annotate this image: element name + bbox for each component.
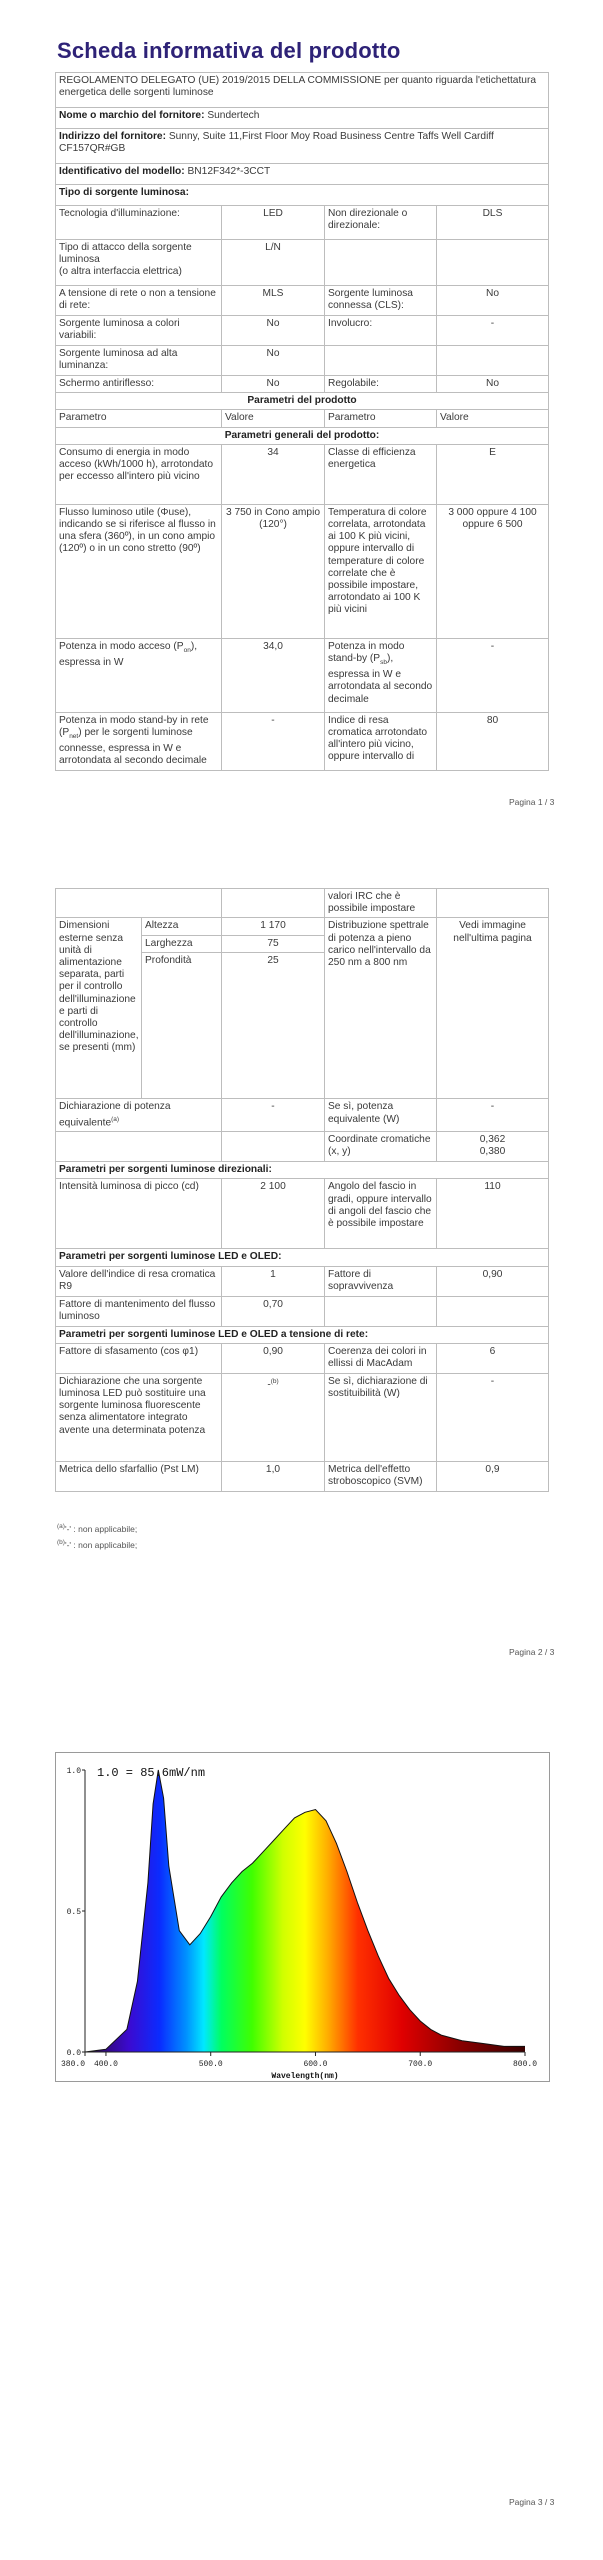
footnotes [57,1520,137,1552]
cell: Sorgente luminosa ad alta luminanza: [56,346,222,376]
cell [56,889,222,918]
cell: Potenza in modo acceso $(P_{on})$, espressa in W [56,638,222,712]
source-type-heading: Tipo di sorgente luminosa: [56,185,549,206]
cell: Sorgente luminosa connessa (CLS): [325,286,437,316]
chart-annotation: 1.0 = 85.6mW/nm [97,1766,206,1780]
x-tick-label: 800.0 [512,2060,538,2069]
y-tick-label: 0.5 [66,1908,81,1917]
cell: Se sì, potenza equivalente (W) [325,1099,437,1132]
x-axis-label: Wavelength(nm) [271,2072,339,2081]
cell: Schermo antiriflesso: [56,376,222,393]
supplier-address-label: Indirizzo del fornitore: [59,131,166,142]
model-id: BN12F342*-3CCT [187,166,271,177]
mains-heading: Parametri per sorgenti luminose LED e OLED a tensione di rete: [56,1326,549,1343]
dim-value: 75 [222,935,325,952]
cell: Potenza in modo stand-by in rete $(P_{net})$ per le sorgenti luminose connesse, espressa in W e arrotondata al secondo decimale [56,712,222,770]
cell: Tipo di attacco della sorgente luminosa (o altra interfaccia elettrica) [56,240,222,286]
y-tick-label: 1.0 [66,1767,81,1776]
x-tick-label: 500.0 [198,2060,223,2069]
page-number: Pagina 3 / 3 [509,2497,555,2507]
cell: Non direzionale o direzionale: [325,206,437,240]
model-row [56,164,549,185]
page-number: Pagina 2 / 3 [509,1647,555,1657]
cell: MLS [222,286,325,316]
cell: L/N [222,240,325,286]
cell: Tecnologia d'illuminazione: [56,206,222,240]
info-table-page1 [55,72,549,771]
cell: Coordinate cromatiche (x, y) [325,1132,437,1162]
cell: Indice di resa cromatica arrotondato all'intero più vicino, oppure intervallo di [325,712,437,770]
supplier-name: Sundertech [207,110,260,121]
cell: Classe di efficienza energetica [325,444,437,504]
dim-name: Altezza [142,918,222,935]
cell [325,1296,437,1326]
cell [437,889,549,918]
cell: 1,0 [222,1461,325,1491]
cell: 0,362 0,380 [437,1132,549,1162]
cell: 3 000 oppure 4 100 oppure 6 500 [437,504,549,638]
cell: No [437,376,549,393]
cell: Fattore di sfasamento (cos φ1) [56,1343,222,1373]
cell: Potenza in modo stand-by $(P_{sb})$, espressa in W e arrotondata al secondo decimale [325,638,437,712]
x-tick-label: 600.0 [303,2060,328,2069]
cell: 0,90 [222,1343,325,1373]
dim-name: Larghezza [142,935,222,952]
cell: 3 750 in Cono ampio (120°) [222,504,325,638]
spectrum-chart [55,1752,550,2082]
cell: Dichiarazione che una sorgente luminosa LED può sostituire una sorgente luminosa fluorescente senza alimentatore integrato avente una determinata potenza [56,1373,222,1461]
cell: Se sì, dichiarazione di sostituibilità (W) [325,1373,437,1461]
cell: Metrica dell'effetto stroboscopico (SVM) [325,1461,437,1491]
cell: 34,0 [222,638,325,712]
cell: Fattore di mantenimento del flusso luminoso [56,1296,222,1326]
spectrum-svg [55,1752,550,2082]
cell: - [437,316,549,346]
supplier-address: Sunny, Suite 11,First Floor Moy Road Business Centre Taffs Well Cardiff CF157QR#GB [59,131,494,155]
cell: Coerenza dei colori in ellissi di MacAdam [325,1343,437,1373]
cell: 110 [437,1179,549,1249]
cell: -$^{(b)}$ [222,1373,325,1461]
cell: LED [222,206,325,240]
col-header: Parametro [56,410,222,427]
cell [325,346,437,376]
footnote-b: $^{(b)}$'-' : non applicabile; [57,1538,138,1550]
cell: 0,90 [437,1266,549,1296]
dimensions-label: Dimensioni esterne senza unità di alimentazione separata, parti per il controllo dell'illuminazione e parti di controllo dell'illuminazione, se presenti (mm) [56,918,142,1099]
cell: Temperatura di colore correlata, arrotondata ai 100 K più vicini, oppure intervallo di temperature di colore correlate che è possibile impostare, arrotondato ai 100 K più vicini [325,504,437,638]
cell: Metrica dello sfarfallio (Pst LM) [56,1461,222,1491]
cell: E [437,444,549,504]
info-table-page2 [55,888,549,1492]
cell: - [437,1099,549,1132]
cell [222,1132,325,1162]
cell: Fattore di sopravvivenza [325,1266,437,1296]
cell: - [222,712,325,770]
cell: No [222,316,325,346]
cell: Sorgente luminosa a colori variabili: [56,316,222,346]
cell: No [437,286,549,316]
cell: A tensione di rete o non a tensione di rete: [56,286,222,316]
cell [56,1132,222,1162]
cell: 0,9 [437,1461,549,1491]
spectral-value: Vedi immagine nell'ultima pagina [437,918,549,1099]
supplier-name-label: Nome o marchio del fornitore: [59,110,205,121]
cell: 1 [222,1266,325,1296]
cell: Regolabile: [325,376,437,393]
model-label: Identificativo del modello: [59,166,185,177]
col-header: Valore [437,410,549,427]
cell: Flusso luminoso utile (Φuse), indicando se si riferisce al flusso in una sfera (360º), in un cono ampio (120º) o in un cono stretto (90º) [56,504,222,638]
supplier-name-row [56,108,549,129]
dim-value: 25 [222,952,325,1099]
cell: 0,70 [222,1296,325,1326]
cell: - [437,1373,549,1461]
cell [222,889,325,918]
cell: No [222,376,325,393]
cell [437,1296,549,1326]
cell: DLS [437,206,549,240]
cell: - [437,638,549,712]
supplier-address-row [56,129,549,164]
directional-heading: Parametri per sorgenti luminose direzionali: [56,1162,549,1179]
cell: Angolo del fascio in gradi, oppure intervallo di angoli del fascio che è possibile impostare [325,1179,437,1249]
cell: Valore dell'indice di resa cromatica R9 [56,1266,222,1296]
cell: No [222,346,325,376]
cell: 2 100 [222,1179,325,1249]
cell: Intensità luminosa di picco (cd) [56,1179,222,1249]
cell [437,346,549,376]
x-tick-label: 700.0 [408,2060,433,2069]
page-number: Pagina 1 / 3 [509,797,555,807]
cell: Involucro: [325,316,437,346]
cell: 6 [437,1343,549,1373]
cell: Dichiarazione di potenza equivalente$^{(a)}$ [56,1099,222,1132]
spectral-label: Distribuzione spettrale di potenza a pieno carico nell'intervallo da 250 nm a 800 nm [325,918,437,1099]
general-params-heading: Parametri generali del prodotto: [56,427,549,444]
y-tick-label: 0.0 [66,2049,81,2058]
col-header: Parametro [325,410,437,427]
cell: 34 [222,444,325,504]
footnote-a: $^{(a)}$'-' : non applicabile; [57,1523,138,1534]
cell: valori IRC che è possibile impostare [325,889,437,918]
cell [437,240,549,286]
dim-value: 1 170 [222,918,325,935]
led-heading: Parametri per sorgenti luminose LED e OLED: [56,1249,549,1266]
dim-name: Profondità [142,952,222,1099]
cell: Consumo di energia in modo acceso (kWh/1000 h), arrotondato per eccesso all'intero più vicino [56,444,222,504]
x-tick-label: 400.0 [93,2060,118,2069]
col-header: Valore [222,410,325,427]
cell [325,240,437,286]
cell: 80 [437,712,549,770]
product-params-heading: Parametri del prodotto [56,393,549,410]
x-tick-label: 380.0 [60,2060,85,2069]
page-title: Scheda informativa del prodotto [57,38,401,63]
cell: - [222,1099,325,1132]
regulation-text: REGOLAMENTO DELEGATO (UE) 2019/2015 DELLA COMMISSIONE per quanto riguarda l'etichettatura energetica delle sorgenti luminose [56,73,549,108]
